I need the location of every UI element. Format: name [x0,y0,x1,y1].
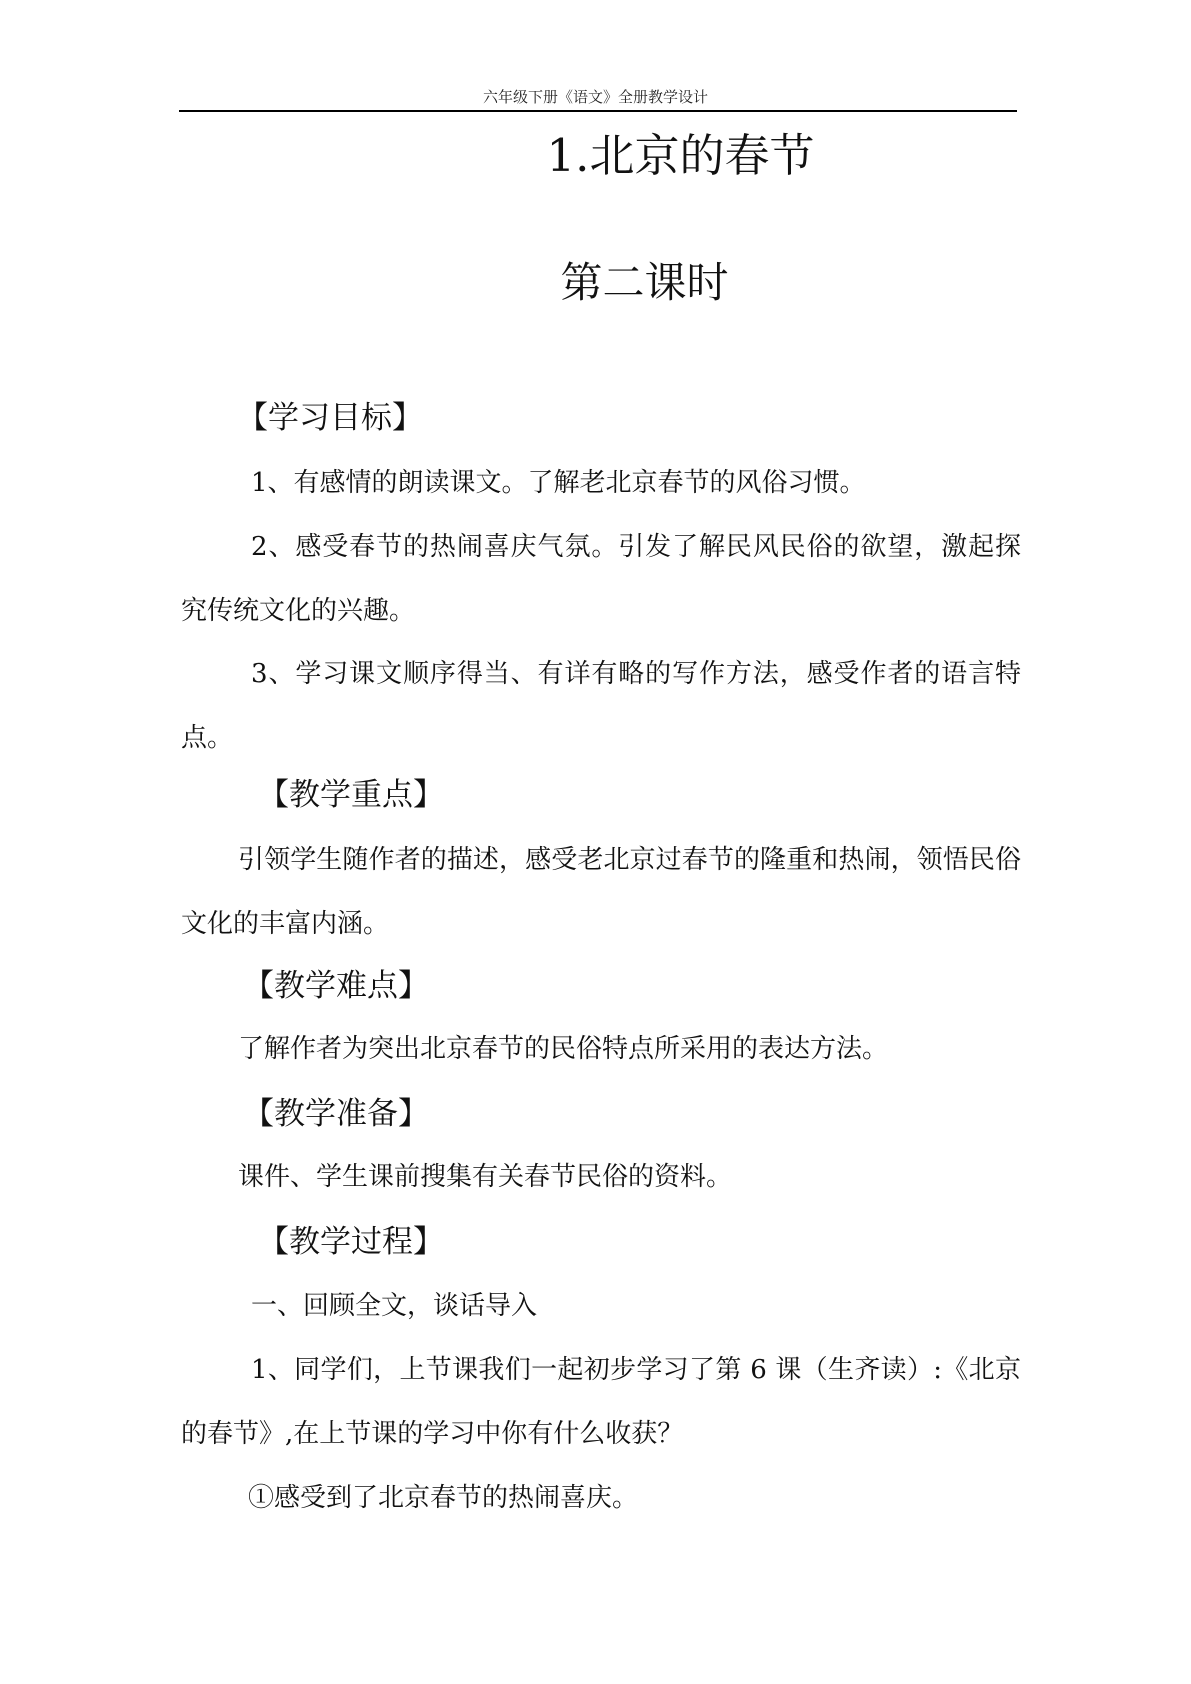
goal-item-2: 2、感受春节的热闹喜庆气氛。引发了解民风民俗的欲望，激起探究传统文化的兴趣。 [181,532,1021,626]
page-header: 六年级下册《语文》全册教学设计 [482,88,708,106]
goal-item-1: 1、有感情的朗读课文。了解老北京春节的风俗习惯。 [251,468,866,498]
process-heading: 【教学过程】 [258,1224,444,1260]
key-points-heading: 【教学重点】 [258,777,444,813]
key-points-text: 引领学生随作者的描述，感受老北京过春节的隆重和热闹，领悟民俗文化的丰富内涵。 [181,845,1021,939]
goal-item-3: 3、学习课文顺序得当、有详有略的写作方法，感受作者的语言特点。 [181,659,1021,753]
header-rule [179,110,1017,112]
step-1-title: 一、回顾全文，谈话导入 [251,1291,538,1321]
step-1-answer: ①感受到了北京春节的热闹喜庆。 [248,1483,639,1513]
step-1-question: 1、同学们，上节课我们一起初步学习了第 6 课（生齐读）:《北京的春节》,在上节课的学习中你有什么收获？ [181,1355,1021,1449]
preparation-heading: 【教学准备】 [243,1096,429,1132]
difficulty-text: 了解作者为突出北京春节的民俗特点所采用的表达方法。 [238,1034,889,1064]
preparation-text: 课件、学生课前搜集有关春节民俗的资料。 [238,1162,733,1192]
goals-heading: 【学习目标】 [237,400,423,436]
document-subtitle: 第二课时 [560,258,729,307]
difficulty-heading: 【教学难点】 [243,968,429,1004]
document-title: 1.北京的春节 [546,129,815,182]
